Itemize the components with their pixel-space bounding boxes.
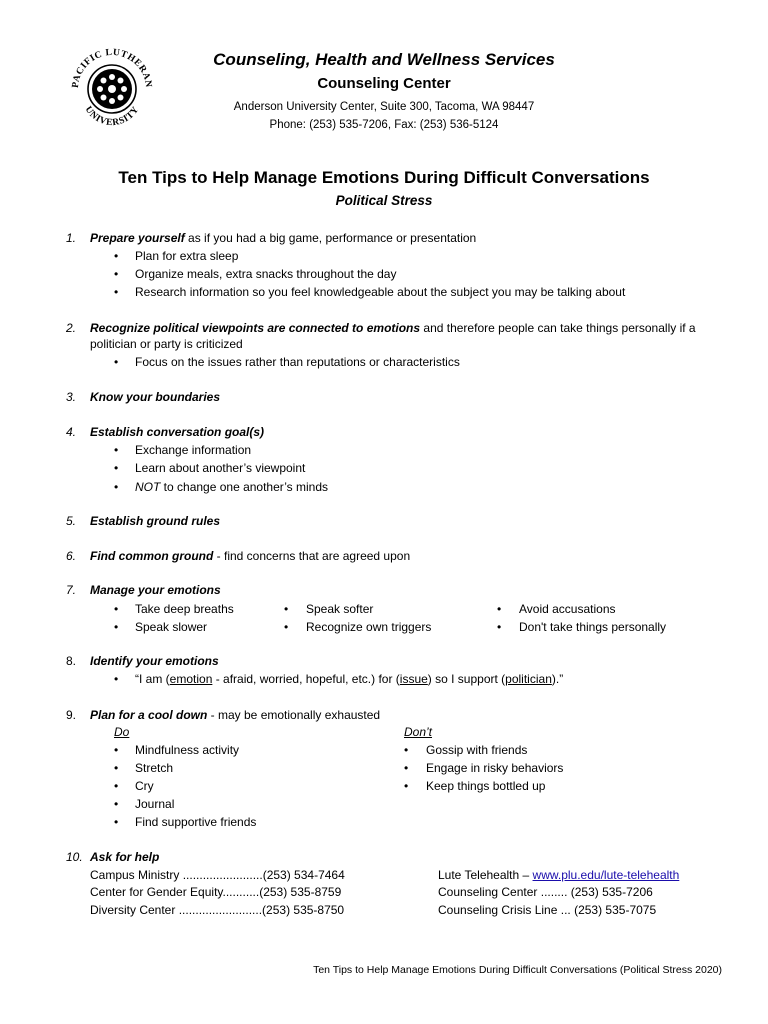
university-seal-logo <box>66 43 158 135</box>
document-title: Ten Tips to Help Manage Emotions During Difficult Conversations <box>118 168 650 187</box>
bullet-icon: • <box>404 761 409 775</box>
leader-dots: ........................ <box>182 868 263 882</box>
bullet-icon: • <box>114 815 119 829</box>
tip-4-bullet-1: Exchange information <box>135 443 252 457</box>
do-item-3: Cry <box>135 779 154 793</box>
tip-3-number: 3. <box>66 390 77 404</box>
dont-item-1: Gossip with friends <box>426 743 528 757</box>
leader-dots: ........... <box>222 885 260 899</box>
bullet-icon: • <box>114 443 119 457</box>
tip-1-rest: as if you had a big game, performance or presentation <box>184 231 477 245</box>
do-item-1: Mindfulness activity <box>135 743 240 757</box>
dont-item-3: Keep things bottled up <box>426 779 546 793</box>
tip-7-col1-item-1: Take deep breaths <box>135 602 234 616</box>
quote-mid-2: ) so I support ( <box>427 672 506 686</box>
contact-counseling-center <box>438 883 653 901</box>
dont-heading: Don’t <box>404 725 433 739</box>
do-item-2: Stretch <box>135 761 174 775</box>
contact-phone: (253) 534-7464 <box>262 868 345 882</box>
page-footer: Ten Tips to Help Manage Emotions During Difficult Conversations (Political Stress 2020) <box>313 964 722 976</box>
contact-phone: (253) 535-7206 <box>567 885 653 899</box>
tip-1-number: 1. <box>66 231 77 245</box>
tip-2-number: 2. <box>66 321 77 335</box>
quote-close: ).” <box>551 672 564 686</box>
tip-9-lead: Plan for a cool down <box>90 708 208 722</box>
tip-8-lead: Identify your emotions <box>90 654 219 668</box>
tip-6-number: 6. <box>66 549 77 563</box>
tip-4-number: 4. <box>66 425 77 439</box>
leader-dots: ......................... <box>178 903 263 917</box>
tip-7-col3-item-1: Avoid accusations <box>519 602 616 616</box>
contact-name: Counseling Center <box>438 885 541 899</box>
bullet-icon: • <box>114 761 119 775</box>
telehealth-link[interactable]: www.plu.edu/lute-telehealth <box>532 868 680 882</box>
tip-1-lead: Prepare yourself <box>90 231 185 245</box>
phone-fax: Phone: (253) 535-7206, Fax: (253) 536-5124 <box>269 119 499 131</box>
bullet-icon: • <box>114 461 119 475</box>
tip-5-number: 5. <box>66 514 77 528</box>
tip-2-continuation: politician or party is criticized <box>90 337 243 351</box>
bullet-icon: • <box>114 480 119 494</box>
bullet-icon: • <box>114 355 119 369</box>
tip-7-col2-item-1: Speak softer <box>306 602 374 616</box>
bullet-icon: • <box>114 602 119 616</box>
tip-9-heading <box>90 706 380 724</box>
logo-text-bottom: UNIVERSITY <box>82 104 142 129</box>
contact-name: Center for Gender Equity <box>90 885 223 899</box>
bullet-icon: • <box>497 602 502 616</box>
quote-open: “I am ( <box>135 672 170 686</box>
tip-1-bullet-1: Plan for extra sleep <box>135 249 239 263</box>
contact-campus-ministry <box>90 866 345 884</box>
tip-4-bullet-3 <box>135 478 328 496</box>
tip-7-col2-item-2: Recognize own triggers <box>306 620 432 634</box>
tip-4-bullet-2: Learn about another’s viewpoint <box>135 461 306 475</box>
contact-lute-telehealth <box>438 866 679 884</box>
letterhead <box>170 48 598 134</box>
address: Anderson University Center, Suite 300, Tacoma, WA 98447 <box>233 101 535 113</box>
tip-1-bullet-2: Organize meals, extra snacks throughout the day <box>135 267 397 281</box>
tip-7-col1-item-2: Speak slower <box>135 620 208 634</box>
contact-name: Counseling Crisis Line <box>438 903 561 917</box>
contact-crisis-line <box>438 901 656 919</box>
tip-6-lead: Find common ground <box>90 549 214 563</box>
organization-name: Counseling, Health and Wellness Services <box>213 50 555 69</box>
tip-10-number: 10. <box>66 850 83 864</box>
document-subtitle: Political Stress <box>335 193 433 208</box>
tip-6-rest: - find concerns that are agreed upon <box>213 549 411 563</box>
do-heading: Do <box>114 725 130 739</box>
do-item-5: Find supportive friends <box>135 815 257 829</box>
logo-text-top: PACIFIC LUTHERAN <box>70 47 154 89</box>
tip-2-bullet-1: Focus on the issues rather than reputations or characteristics <box>135 355 460 369</box>
tip-1-heading <box>90 229 476 247</box>
contact-phone: (253) 535-7075 <box>570 903 657 917</box>
contact-phone: (253) 535-8759 <box>259 885 342 899</box>
tip-7-number: 7. <box>66 583 77 597</box>
quote-issue: issue <box>399 672 428 686</box>
tip-2-lead: Recognize political viewpoints are connected to emotions <box>90 321 421 335</box>
contact-name: Campus Ministry <box>90 868 183 882</box>
bullet-icon: • <box>114 249 119 263</box>
tip-6-heading <box>90 547 410 565</box>
contact-diversity-center <box>90 901 344 919</box>
bullet-icon: • <box>114 620 119 634</box>
bullet-icon: • <box>114 267 119 281</box>
leader-dots: ... <box>560 903 571 917</box>
contact-name: Diversity Center <box>90 903 179 917</box>
tip-4-bullet-3-emphasis: NOT <box>135 480 161 494</box>
tip-8-quote <box>135 670 563 688</box>
bullet-icon: • <box>284 620 289 634</box>
bullet-icon: • <box>114 672 119 686</box>
quote-emotion: emotion <box>169 672 213 686</box>
tip-4-lead: Establish conversation goal(s) <box>90 425 265 439</box>
department-name: Counseling Center <box>317 75 451 92</box>
bullet-icon: • <box>497 620 502 634</box>
bullet-icon: • <box>114 797 119 811</box>
do-item-4: Journal <box>135 797 175 811</box>
tip-4-bullet-3-rest: to change one another’s minds <box>160 480 329 494</box>
bullet-icon: • <box>404 779 409 793</box>
tip-5-lead: Establish ground rules <box>90 514 221 528</box>
bullet-icon: • <box>404 743 409 757</box>
tip-8-number: 8. <box>66 654 77 668</box>
bullet-icon: • <box>114 779 119 793</box>
tip-1-bullet-3: Research information so you feel knowledgeable about the subject you may be talking about <box>135 285 626 299</box>
quote-mid: - afraid, worried, hopeful, etc.) for ( <box>212 672 400 686</box>
telehealth-label: Lute Telehealth – <box>438 868 533 882</box>
tip-2-rest: and therefore people can take things personally if a <box>420 321 696 335</box>
quote-politician: politician <box>505 672 552 686</box>
tip-10-lead: Ask for help <box>90 850 160 864</box>
contact-phone: (253) 535-8750 <box>262 903 345 917</box>
tip-3-lead: Know your boundaries <box>90 390 221 404</box>
tip-9-rest: - may be emotionally exhausted <box>207 708 381 722</box>
bullet-icon: • <box>114 743 119 757</box>
contact-gender-equity <box>90 883 341 901</box>
bullet-icon: • <box>284 602 289 616</box>
dont-item-2: Engage in risky behaviors <box>426 761 564 775</box>
tip-7-col3-item-2: Don't take things personally <box>519 620 667 634</box>
bullet-icon: • <box>114 285 119 299</box>
tip-9-number: 9. <box>66 708 77 722</box>
tip-7-lead: Manage your emotions <box>90 583 221 597</box>
leader-dots: ........ <box>540 885 568 899</box>
